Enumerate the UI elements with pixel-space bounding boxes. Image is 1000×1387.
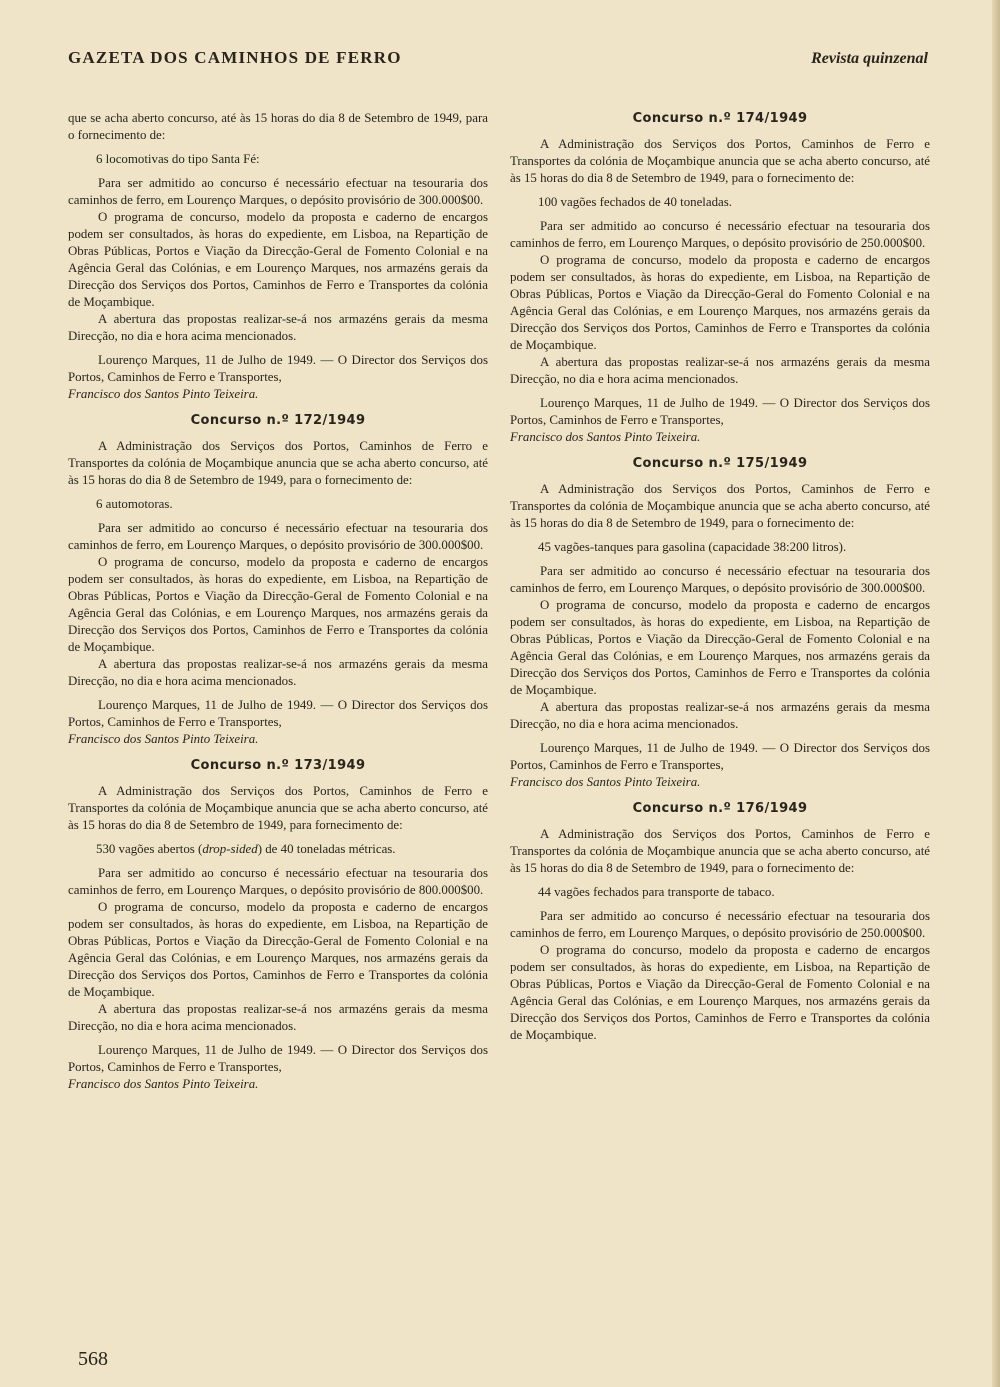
announcement-intro: A Administração dos Serviços dos Portos, Caminhos de Ferro e Transportes da colónia de Moçambique anuncia que se acha aberto concurso, até às 15 horas do dia 8 de Setembro de 1949, para o fornecimento de:	[510, 137, 930, 185]
page-number: 568	[78, 1348, 108, 1370]
deposit-paragraph: Para ser admitido ao concurso é necessário efectuar na tesouraria dos caminhos de ferro, em Lourenço Marques, o depósito provisório de 800.000$00.	[68, 866, 488, 897]
section-heading-175: Concurso n.º 175/1949	[632, 456, 808, 471]
signature-line: Lourenço Marques, 11 de Julho de 1949. — O Director dos Serviços dos Portos, Caminhos de Ferro e Transportes,	[510, 741, 930, 772]
opening-paragraph: A abertura das propostas realizar-se-á nos armazéns gerais da mesma Direcção, no dia e hora acima mencionados.	[510, 355, 930, 386]
signature-line: Lourenço Marques, 11 de Julho de 1949. — O Director dos Serviços dos Portos, Caminhos de Ferro e Transportes,	[68, 698, 488, 729]
supply-item	[68, 841, 488, 858]
supply-item: 100 vagões fechados de 40 toneladas.	[538, 195, 733, 209]
left-column	[68, 110, 488, 1093]
signer-name: Francisco dos Santos Pinto Teixeira.	[510, 430, 701, 444]
opening-paragraph: A abertura das propostas realizar-se-á nos armazéns gerais da mesma Direcção, no dia e hora acima mencionados.	[68, 1002, 488, 1033]
page-header	[68, 48, 928, 68]
announcement-intro: A Administração dos Serviços dos Portos, Caminhos de Ferro e Transportes da colónia de Moçambique anuncia que se acha aberto concurso, até às 15 horas do dia 8 de Setembro de 1949, para o fornecimento de:	[510, 827, 930, 875]
signature-line: Lourenço Marques, 11 de Julho de 1949. — O Director dos Serviços dos Portos, Caminhos de Ferro e Transportes,	[510, 396, 930, 427]
opening-paragraph: A abertura das propostas realizar-se-á nos armazéns gerais da mesma Direcção, no dia e hora acima mencionados.	[68, 312, 488, 343]
signer-name: Francisco dos Santos Pinto Teixeira.	[68, 387, 259, 401]
opening-paragraph: A abertura das propostas realizar-se-á nos armazéns gerais da mesma Direcção, no dia e hora acima mencionados.	[510, 700, 930, 731]
section-heading-174: Concurso n.º 174/1949	[632, 111, 808, 126]
signature-line: Lourenço Marques, 11 de Julho de 1949. — O Director dos Serviços dos Portos, Caminhos de Ferro e Transportes,	[68, 353, 488, 384]
announcement-intro: A Administração dos Serviços dos Portos, Caminhos de Ferro e Transportes da colónia de Moçambique anuncia que se acha aberto concurso, até às 15 horas do dia 8 de Setembro de 1949, para o fornecimento de:	[68, 439, 488, 487]
item-emphasis: drop-sided	[202, 842, 258, 856]
signature-line: Lourenço Marques, 11 de Julho de 1949. — O Director dos Serviços dos Portos, Caminhos de Ferro e Transportes,	[68, 1043, 488, 1074]
signer-name: Francisco dos Santos Pinto Teixeira.	[510, 775, 701, 789]
program-paragraph: O programa do concurso, modelo da proposta e caderno de encargos podem ser consultados, às horas do expediente, em Lisboa, na Repartição de Obras Públicas, Portos e Viação da Direcção-Geral de Fomento Colonial e na Agência Geral das Colónias, e em Lourenço Marques, nos armazéns gerais da Direcção dos Serviços dos Portos, Caminhos de Ferro e Transportes da colónia de Moçambique.	[510, 943, 930, 1042]
program-paragraph: O programa de concurso, modelo da proposta e caderno de encargos podem ser consultados, às horas do expediente, em Lisboa, na Repartição de Obras Públicas, Portos e Viação da Direcção-Geral de Fomento Colonial e na Agência Geral das Colónias, e em Lourenço Marques, nos armazéns gerais da Direcção dos Serviços dos Portos, Caminhos de Ferro e Transportes da colónia de Moçambique.	[68, 555, 488, 654]
page-binding-edge	[992, 0, 1000, 1387]
item-text: ) de 40 toneladas métricas.	[257, 842, 396, 856]
announcement-intro: A Administração dos Serviços dos Portos, Caminhos de Ferro e Transportes da colónia de Moçambique anuncia que se acha aberto concurso, até às 15 horas do dia 8 de Setembro de 1949, para o fornecimento de:	[510, 482, 930, 530]
journal-title: GAZETA DOS CAMINHOS DE FERRO	[68, 48, 402, 67]
right-column	[510, 110, 930, 1044]
section-heading-172: Concurso n.º 172/1949	[190, 413, 366, 428]
deposit-paragraph: Para ser admitido ao concurso é necessário efectuar na tesouraria dos caminhos de ferro, em Lourenço Marques, o depósito provisório de 250.000$00.	[510, 909, 930, 940]
supply-item: 6 locomotivas do tipo Santa Fé:	[96, 152, 260, 166]
supply-item: 44 vagões fechados para transporte de tabaco.	[538, 885, 775, 899]
deposit-paragraph: Para ser admitido ao concurso é necessário efectuar na tesouraria dos caminhos de ferro, em Lourenço Marques, o depósito provisório de 250.000$00.	[510, 219, 930, 250]
program-paragraph: O programa de concurso, modelo da proposta e caderno de encargos podem ser consultados, às horas do expediente, em Lisboa, na Repartição de Obras Públicas, Portos e Viação da Direcção-Geral de Fomento Colonial e na Agência Geral das Colónias, e em Lourenço Marques, nos armazéns gerais da Direcção dos Serviços dos Portos, Caminhos de Ferro e Transportes da colónia de Moçambique.	[68, 210, 488, 309]
deposit-paragraph: Para ser admitido ao concurso é necessário efectuar na tesouraria dos caminhos de ferro, em Lourenço Marques, o depósito provisório de 300.000$00.	[68, 521, 488, 552]
program-paragraph: O programa de concurso, modelo da proposta e caderno de encargos podem ser consultados, às horas do expediente, em Lisboa, na Repartição de Obras Públicas, Portos e Viação da Direcção-Geral de Fomento Colonial e na Agência Geral das Colónias, e em Lourenço Marques, nos armazéns gerais da Direcção dos Serviços dos Portos, Caminhos de Ferro e Transportes da colónia de Moçambique.	[68, 900, 488, 999]
opening-paragraph: A abertura das propostas realizar-se-á nos armazéns gerais da mesma Direcção, no dia e hora acima mencionados.	[68, 657, 488, 688]
item-text: 530 vagões abertos (	[96, 842, 203, 856]
section-heading-176: Concurso n.º 176/1949	[632, 801, 808, 816]
signer-name: Francisco dos Santos Pinto Teixeira.	[68, 1077, 259, 1091]
section-heading-173: Concurso n.º 173/1949	[190, 758, 366, 773]
program-paragraph: O programa de concurso, modelo da proposta e caderno de encargos podem ser consultados, às horas do expediente, em Lisboa, na Repartição de Obras Públicas, Portos e Viação da Direcção-Geral de Fomento Colonial e na Agência Geral das Colónias, e em Lourenço Marques, nos armazéns gerais da Direcção dos Serviços dos Portos, Caminhos de Ferro e Transportes da colónia de Moçambique.	[510, 598, 930, 697]
announcement-intro: A Administração dos Serviços dos Portos, Caminhos de Ferro e Transportes da colónia de Moçambique anuncia que se acha aberto concurso, até às 15 horas do dia 8 de Setembro de 1949, para fornecimento de:	[68, 784, 488, 832]
supply-item: 6 automotoras.	[96, 497, 173, 511]
supply-item: 45 vagões-tanques para gasolina (capacidade 38:200 litros).	[538, 540, 847, 554]
deposit-paragraph: Para ser admitido ao concurso é necessário efectuar na tesouraria dos caminhos de ferro, em Lourenço Marques, o depósito provisório de 300.000$00.	[68, 176, 488, 207]
deposit-paragraph: Para ser admitido ao concurso é necessário efectuar na tesouraria dos caminhos de ferro, em Lourenço Marques, o depósito provisório de 300.000$00.	[510, 564, 930, 595]
continued-intro: que se acha aberto concurso, até às 15 horas do dia 8 de Setembro de 1949, para o fornecimento de:	[68, 111, 488, 142]
program-paragraph: O programa de concurso, modelo da proposta e caderno de encargos podem ser consultados, às horas do expediente, em Lisboa, na Repartição de Obras Públicas, Portos e Viação da Direcção-Geral do Fomento Colonial e na Agência Geral das Colónias, e em Lourenço Marques, nos armazéns gerais da Direcção dos Serviços dos Portos, Caminhos de Ferro e Transportes da colónia de Moçambique.	[510, 253, 930, 352]
signer-name: Francisco dos Santos Pinto Teixeira.	[68, 732, 259, 746]
journal-subtitle: Revista quinzenal	[811, 50, 928, 67]
